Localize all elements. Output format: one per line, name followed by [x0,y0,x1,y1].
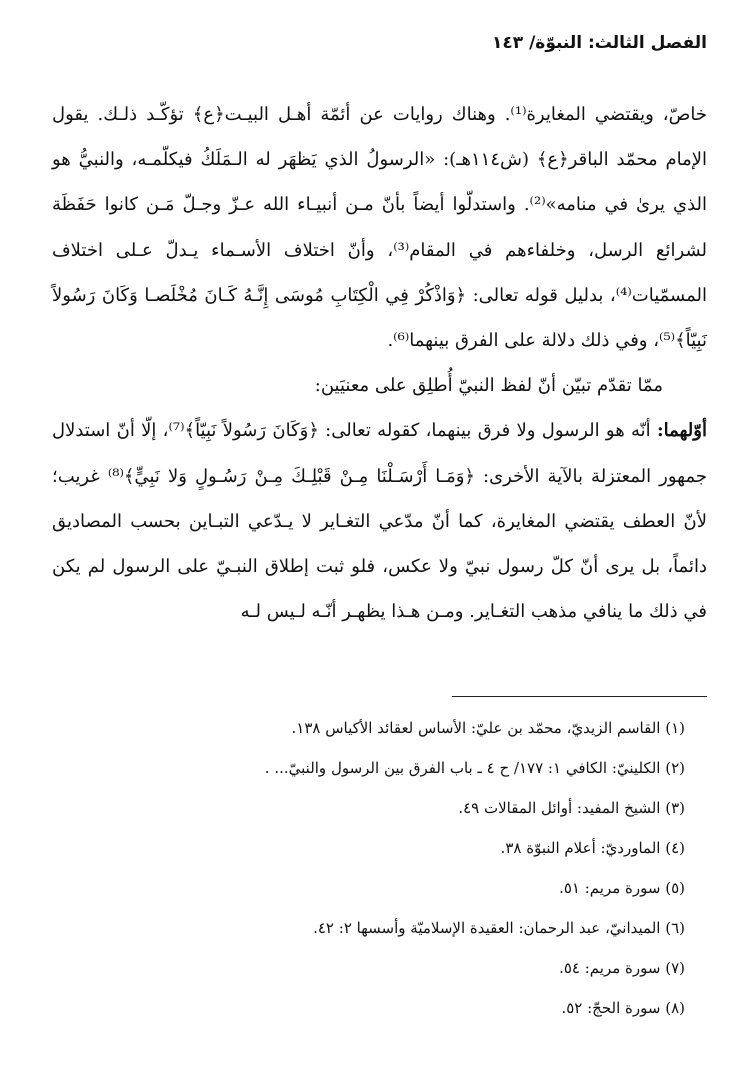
running-header [492,30,707,56]
running-title: الفصل الثالث: النبوّة/ ١٤٣ [492,33,707,53]
paragraph-1: خاصّ، ويقتضي المغايرة⁽¹⁾. وهناك روايات عن أئمّة أهـل البيـت﴿ع﴾ تؤكّـد ذلـك. يقول الإمام محمّد الباقر﴿ع﴾ (ش١١٤هـ): «الرسولُ الذي يَظهَر له الـمَلَكُ فيكلّمـه، والنبيُّ هو الذي يرىٰ في منامه»⁽²⁾. واستدلّوا أيضاً بأنّ مـن أنبيـاء الله عـزّ وجـلّ مَـن كانوا حَفَظَة لشرائع الرسل، وخلفاءهم في المقام⁽³⁾، وأنّ اختلاف الأسـماء يـدلّ عـلى اختلاف المسمّيات⁽⁴⁾، بدليل قوله تعالى: ﴿وَاذْكُرْ فِي الْكِتَابِ مُوسَى إِنَّـهُ كَـانَ مُخْلَصـا وَكَانَ رَسُولاً نَبِيّاً﴾⁽⁵⁾، وفي ذلك دلالة على الفرق بينهما⁽⁶⁾. [52,104,708,352]
footnote-item: (٣) الشيخ المفيد: أوائل المقالات ٤٩. [458,799,685,817]
footnote-divider [452,696,707,697]
main-text [52,92,707,634]
footnote-item: (٨) سورة الحجّ: ٥٢. [561,999,685,1017]
footnote-item: (٤) الماورديّ: أعلام النبوّة ٣٨. [500,839,685,857]
footnote-item: (٦) الميدانيّ، عبد الرحمان: العقيدة الإسلاميّة وأسسها ٢: ٤٢. [313,919,685,937]
paragraph-3-text: أنّه هو الرسول ولا فرق بينهما، كقوله تعالى: ﴿وَكَانَ رَسُولاً نَبِيّاً﴾⁽⁷⁾، إلّا أنّ استدلال جمهور المعتزلة بالآية الأخرى: ﴿وَمَـا أَرْسَـلْنَا مِـنْ قَبْلِـكَ مِـنْ رَسُـولٍ وَلا نَبِيٍّ﴾⁽⁸⁾ غريب؛ لأنّ العطف يقتضي المغايرة، كما أنّ مدّعي التغـاير لا يـدّعي التبـاين بحسب المصاديق دائماً، بل يرى أنّ كلّ رسول نبيّ ولا عكس، فلو ثبت إطلاق النبـيّ على الرسول لم يكن في ذلك ما ينافي مذهب التغـاير. ومـن هـذا يظهـر أنّـه لـيس لـه [52,420,707,623]
footnote-item: (١) القاسم الزيديّ، محمّد بن عليّ: الأساس لعقائد الأكياس ١٣٨. [291,719,685,737]
footnotes-list [52,708,685,1028]
paragraph-3 [52,408,707,634]
paragraph-3-lead: أوّلهما: [656,420,707,442]
footnote-item: (٧) سورة مريم: ٥٤. [559,959,685,977]
footnote-item: (٥) سورة مريم: ٥١. [559,879,685,897]
footnote-item: (٢) الكلينيّ: الكافي ١: ١٧٧/ ح ٤ ـ باب الفرق بين الرسول والنبيّ... . [264,759,685,777]
paragraph-2: ممّا تقدّم تبيّن أنّ لفظ النبيّ أُطلِق على معنيَين: [314,375,663,397]
